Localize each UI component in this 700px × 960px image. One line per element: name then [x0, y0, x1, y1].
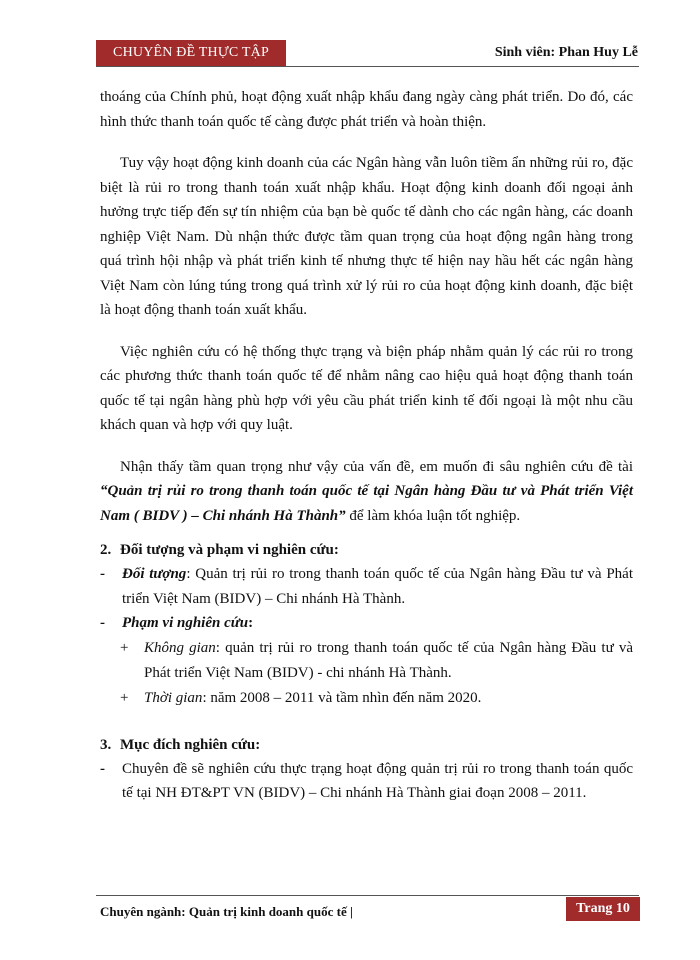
- bullet-scope: [100, 611, 633, 636]
- sub-bullet-space: [120, 636, 633, 686]
- footer-divider: [96, 895, 639, 896]
- scope-colon: :: [248, 615, 254, 631]
- header-doc-type-badge: [96, 40, 286, 66]
- space-text: : quản trị rủi ro trong thanh toán quốc tế của Ngân hàng Đầu tư và Phát triển Việt Nam (BIDV) - chi nhánh Hà Thành.: [144, 639, 633, 681]
- header-doc-type: CHUYÊN ĐỀ THỰC TẬP: [113, 45, 269, 60]
- footer-major: Chuyên ngành: Quản trị kinh doanh quốc tế |: [100, 904, 353, 919]
- section-3-title: Mục đích nghiên cứu:: [120, 736, 261, 753]
- paragraph-4-intro: Nhận thấy tầm quan trọng như vậy của vấn đề, em muốn đi sâu nghiên cứu đề tài: [120, 458, 633, 475]
- purpose-text: Chuyên đề sẽ nghiên cứu thực trạng hoạt động quản trị rủi ro trong thanh toán quốc tế tại NH ĐT&PT VN (BIDV) – Chi nhánh Hà Thành giai đoạn 2008 – 2011.: [122, 760, 633, 801]
- paragraph-2: Tuy vậy hoạt động kinh doanh của các Ngân hàng vẫn luôn tiềm ẩn những rủi ro, đặc biệt là rủi ro trong thanh toán xuất nhập khẩu. Hoạt động kinh doanh đối ngoại ảnh hưởng trực tiếp đến sự tín nhiệm của bạn bè quốc tế dành cho các ngân hàng, các doanh nghiệp Việt Nam. Dù nhận thức được tầm quan trọng của hoạt động ngân hàng trong quá trình hội nhập và phát triển kinh tế nhưng thực tế hiện nay hầu hết các ngân hàng Việt Nam còn lúng túng trong quá trình xử lý rủi ro của hoạt động kinh doanh, đặc biệt là hoạt động thanh toán xuất khẩu.: [100, 155, 633, 318]
- bullet-object: [100, 562, 633, 611]
- section-2-number: 2.: [100, 542, 112, 558]
- sub-bullet-time: [120, 686, 633, 711]
- section-3-number: 3.: [100, 736, 112, 753]
- page-body: [100, 85, 633, 806]
- section-3-heading: [100, 733, 633, 757]
- bullet-dash: -: [100, 760, 105, 777]
- paragraph-1: thoáng của Chính phủ, hoạt động xuất nhập khẩu đang ngày càng phát triển. Do đó, các hình thức thanh toán quốc tế càng được phát triển và hoàn thiện.: [100, 89, 633, 130]
- plus-mark: +: [120, 639, 129, 656]
- paragraph-3: Việc nghiên cứu có hệ thống thực trạng và biện pháp nhằm quản lý các rủi ro trong các phương thức thanh toán quốc tế để nhằm nâng cao hiệu quả hoạt động thanh toán quốc tế tại ngân hàng phù hợp với yêu cầu phát triển kinh tế đối ngoại là một nhu cầu khách quan và hợp với quy luật.: [100, 343, 633, 433]
- header-student-name: Sinh viên: Phan Huy Lễ: [494, 45, 638, 60]
- page-number-badge: [566, 897, 640, 921]
- object-text: : Quản trị rủi ro trong thanh toán quốc tế của Ngân hàng Đầu tư và Phát triển Việt Nam (BIDV) – Chi nhánh Hà Thành.: [122, 566, 633, 607]
- page-number: Trang 10: [576, 901, 630, 916]
- time-text: : năm 2008 – 2011 và tầm nhìn đến năm 2020.: [202, 689, 482, 706]
- object-label: Đối tượng: [122, 566, 187, 582]
- bullet-dash: -: [100, 566, 105, 582]
- time-label: Thời gian: [144, 689, 203, 706]
- paragraph-4-outro: để làm khóa luận tốt nghiệp.: [345, 507, 521, 524]
- section-2-heading: [100, 538, 633, 562]
- section-2-title: Đối tượng và phạm vi nghiên cứu:: [120, 542, 339, 558]
- bullet-dash: -: [100, 615, 105, 631]
- paragraph-4: [100, 455, 633, 529]
- bullet-purpose: [100, 757, 633, 806]
- plus-mark: +: [120, 689, 129, 706]
- space-label: Không gian: [144, 639, 216, 656]
- thesis-title: “Quản trị rủi ro trong thanh toán quốc tế tại Ngân hàng Đầu tư và Phát triển Việt Nam ( BIDV ) – Chi nhánh Hà Thành”: [100, 483, 633, 524]
- scope-label: Phạm vi nghiên cứu: [122, 615, 249, 631]
- header-divider: [96, 66, 639, 67]
